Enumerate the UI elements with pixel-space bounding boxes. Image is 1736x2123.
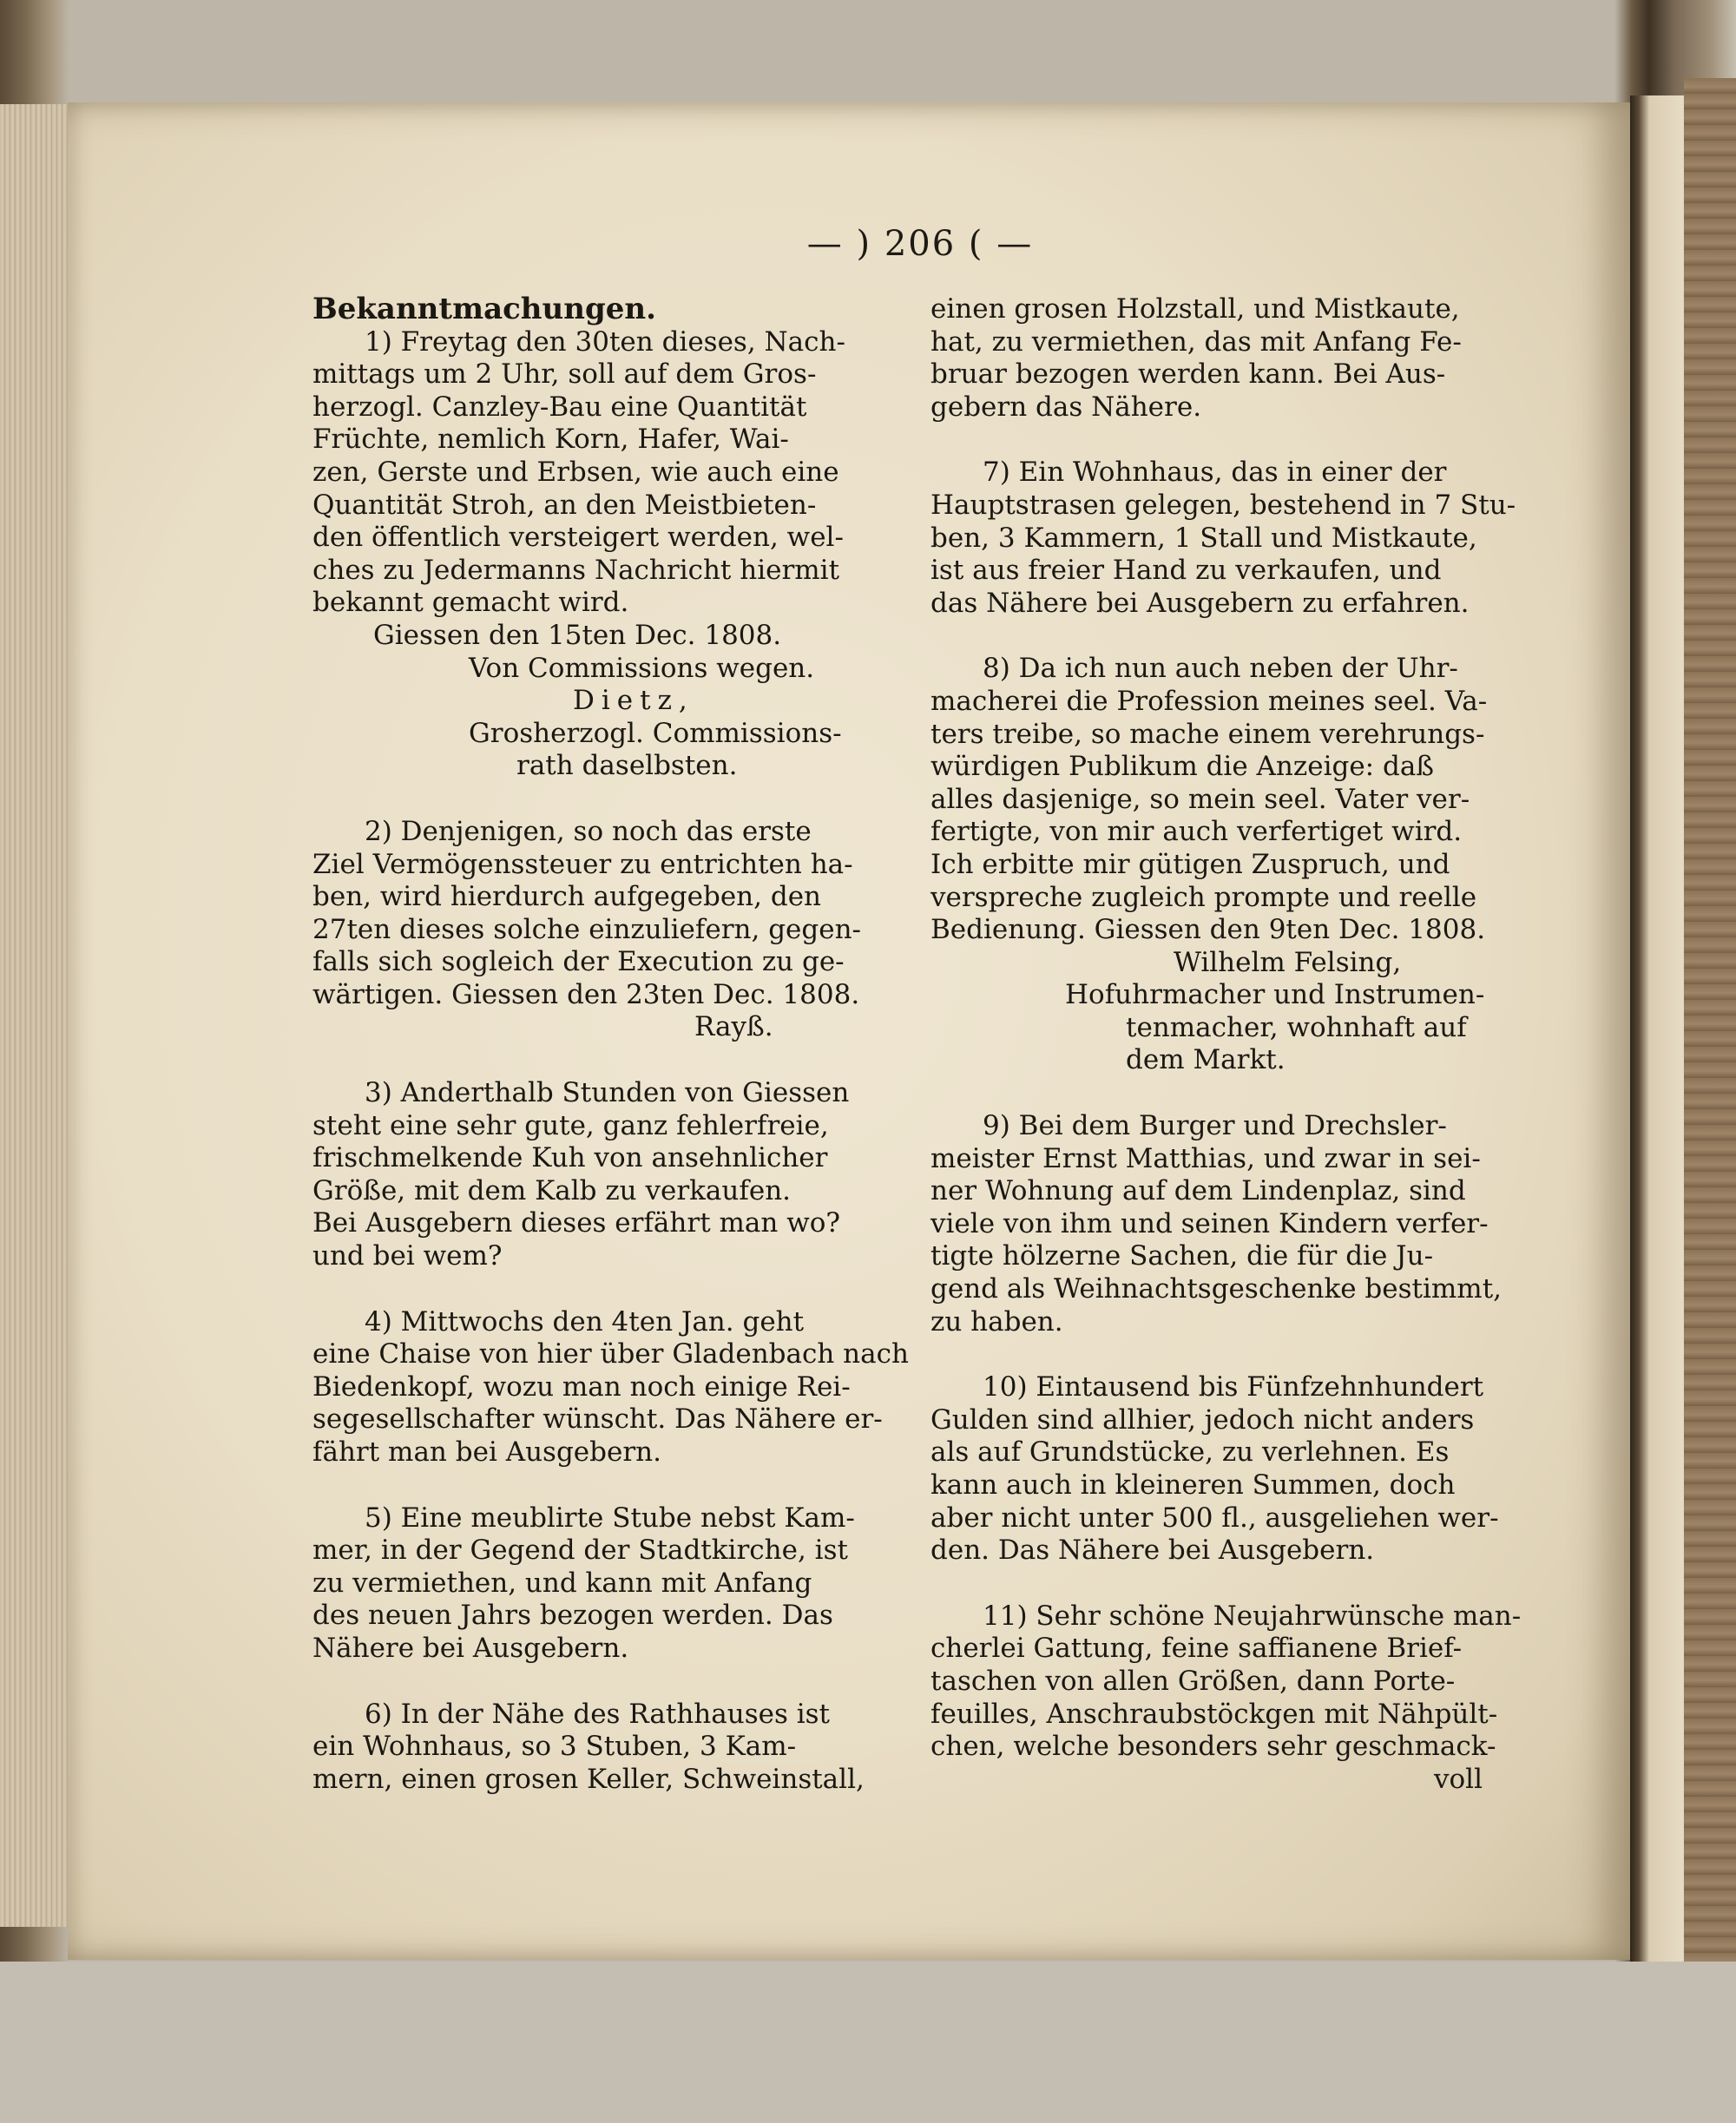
- text-line: als auf Grundstücke, zu verlehnen. Es: [930, 1436, 1450, 1469]
- text-line: zu vermiethen, und kann mit Anfang: [312, 1567, 812, 1599]
- notice-2: [312, 816, 894, 1044]
- text-line: einen grosen Holzstall, und Mistkaute,: [930, 293, 1460, 325]
- text-line: bruar bezogen werden kann. Bei Aus-: [930, 358, 1446, 391]
- notice-6: [312, 1699, 894, 1797]
- text-line: wärtigen. Giessen den 23ten Dec. 1808.: [312, 978, 860, 1010]
- text-line: Nähere bei Ausgebern.: [312, 1632, 629, 1664]
- notice-10: [930, 1371, 1503, 1568]
- text-line: cherlei Gattung, feine saffianene Brief-: [930, 1633, 1463, 1665]
- text-line: 7) Ein Wohnhaus, das in einer der: [983, 457, 1447, 489]
- text-line: chen, welche besonders sehr geschmack-: [930, 1731, 1496, 1763]
- text-line: segesellschafter wünscht. Das Nähere er-: [312, 1403, 883, 1436]
- text-line: würdigen Publikum die Anzeige: daß: [930, 751, 1435, 783]
- right-column: [930, 293, 1522, 1796]
- text-line: zen, Gerste und Erbsen, wie auch eine: [312, 456, 839, 488]
- signature-name: Wilhelm Felsing,: [1174, 946, 1402, 978]
- text-line: taschen von allen Größen, dann Porte-: [930, 1665, 1456, 1697]
- text-line: ist aus freier Hand zu verkaufen, und: [930, 555, 1442, 587]
- text-line: Früchte, nemlich Korn, Hafer, Wai-: [312, 424, 789, 456]
- text-line: Größe, mit dem Kalb zu verkaufen.: [312, 1174, 792, 1206]
- signature-title: Hofuhrmacher und Instrumen-: [1065, 979, 1485, 1011]
- text-line: verspreche zugleich prompte und reelle: [930, 881, 1477, 913]
- notice-11: [930, 1600, 1522, 1797]
- notice-5: [312, 1502, 894, 1666]
- left-page-stack: [0, 104, 69, 1927]
- text-line: fertigte, von mir auch verfertiget wird.: [930, 816, 1463, 848]
- text-line: kann auch in kleineren Summen, doch: [930, 1469, 1456, 1501]
- text-line: 4) Mittwochs den 4ten Jan. geht: [365, 1305, 805, 1338]
- text-line: 5) Eine meublirte Stube nebst Kam-: [365, 1502, 855, 1534]
- text-line: steht eine sehr gute, ganz fehlerfreie,: [312, 1109, 829, 1141]
- text-line: eine Chaise von hier über Gladenbach nach: [312, 1338, 909, 1370]
- text-line: Ich erbitte mir gütigen Zuspruch, und: [930, 848, 1450, 880]
- text-line: fährt man bei Ausgebern.: [312, 1436, 661, 1468]
- text-line: hat, zu vermiethen, das mit Anfang Fe-: [930, 325, 1462, 358]
- notice-1: [312, 326, 894, 783]
- text-line: ein Wohnhaus, so 3 Stuben, 3 Kam-: [312, 1731, 797, 1763]
- text-line: bekannt gemacht wird.: [312, 587, 629, 619]
- notice-3: [312, 1077, 894, 1273]
- signature-title: tenmacher, wohnhaft auf: [1126, 1011, 1467, 1043]
- text-line: Biedenkopf, wozu man noch einige Rei-: [312, 1370, 851, 1403]
- signature-name: Rayß.: [694, 1011, 773, 1043]
- text-line: Bedienung. Giessen den 9ten Dec. 1808.: [930, 914, 1486, 946]
- text-line: herzogl. Canzley-Bau eine Quantität: [312, 391, 807, 423]
- text-line: Bei Ausgebern dieses erfährt man wo?: [312, 1207, 841, 1239]
- text-line: frischmelkende Kuh von ansehnlicher: [312, 1142, 828, 1174]
- text-line: 3) Anderthalb Stunden von Giessen: [365, 1077, 850, 1109]
- text-line: und bei wem?: [312, 1240, 503, 1272]
- signature-title: dem Markt.: [1126, 1044, 1286, 1076]
- left-column: [312, 292, 909, 1796]
- signature-authority: Von Commissions wegen.: [469, 652, 815, 684]
- text-line: aber nicht unter 500 fl., ausgeliehen wer-: [930, 1502, 1499, 1534]
- text-line: ner Wohnung auf dem Lindenplaz, sind: [930, 1175, 1466, 1207]
- text-line: ben, wird hierdurch aufgegeben, den: [312, 881, 822, 913]
- text-line: 9) Bei dem Burger und Drechsler-: [983, 1110, 1447, 1142]
- text-line: mer, in der Gegend der Stadtkirche, ist: [312, 1535, 848, 1567]
- signature-title: rath daselbsten.: [516, 750, 738, 782]
- text-line: das Nähere bei Ausgebern zu erfahren.: [930, 587, 1470, 619]
- text-line: gend als Weihnachtsgeschenke bestimmt,: [930, 1273, 1503, 1305]
- text-line: des neuen Jahrs bezogen werden. Das: [312, 1600, 833, 1632]
- text-line: meister Ernst Matthias, und zwar in sei-: [930, 1142, 1481, 1174]
- book-cover-edge: [1684, 78, 1736, 2005]
- text-line: mern, einen grosen Keller, Schweinstall,: [312, 1763, 865, 1795]
- text-line: den öffentlich versteigert werden, wel-: [312, 522, 844, 554]
- text-line: falls sich sogleich der Execution zu ge-: [312, 946, 845, 978]
- dateline: Giessen den 15ten Dec. 1808.: [373, 619, 782, 651]
- text-line: Quantität Stroh, an den Meistbieten-: [312, 489, 817, 521]
- notice-8: [930, 653, 1503, 1077]
- scan-background: [0, 1962, 1736, 2123]
- signature-title: Grosherzogl. Commissions-: [469, 717, 842, 749]
- text-line: ters treibe, so mache einem verehrungs-: [930, 718, 1485, 750]
- text-line: gebern das Nähere.: [930, 391, 1202, 423]
- text-line: 10) Eintausend bis Fünfzehnhundert: [983, 1371, 1484, 1403]
- notice-7: [930, 457, 1516, 620]
- text-line: viele von ihm und seinen Kindern verfer-: [930, 1207, 1489, 1239]
- text-line: alles dasjenige, so mein seel. Vater ver-: [930, 783, 1470, 815]
- catchword: voll: [1434, 1763, 1483, 1795]
- text-line: Ziel Vermögenssteuer zu entrichten ha-: [312, 848, 853, 880]
- notice-9: [930, 1110, 1503, 1338]
- text-line: 8) Da ich nun auch neben der Uhr-: [983, 653, 1458, 685]
- text-line: 6) In der Nähe des Rathhauses ist: [365, 1698, 830, 1730]
- text-line: ches zu Jedermanns Nachricht hiermit: [312, 554, 840, 586]
- text-line: zu haben.: [930, 1305, 1063, 1338]
- notice-4: [312, 1305, 909, 1469]
- section-heading: Bekanntmachungen.: [312, 292, 656, 326]
- text-line: feuilles, Anschraubstöckgen mit Nähpült-: [930, 1698, 1498, 1730]
- text-line: Hauptstrasen gelegen, bestehend in 7 Stu-: [930, 489, 1516, 521]
- text-line: mittags um 2 Uhr, soll auf dem Gros-: [312, 358, 817, 391]
- notice-6-continued: [930, 293, 1503, 424]
- text-line: den. Das Nähere bei Ausgebern.: [930, 1535, 1375, 1567]
- text-line: macherei die Profession meines seel. Va-: [930, 685, 1488, 717]
- text-line: 27ten dieses solche einzuliefern, gegen-: [312, 913, 862, 945]
- text-line: 11) Sehr schöne Neujahrwünsche man-: [983, 1600, 1522, 1632]
- text-line: 1) Freytag den 30ten dieses, Nach-: [365, 325, 845, 358]
- text-line: Gulden sind allhier, jedoch nicht anders: [930, 1403, 1475, 1436]
- text-line: 2) Denjenigen, so noch das erste: [365, 815, 812, 847]
- text-line: tigte hölzerne Sachen, die für die Ju-: [930, 1240, 1434, 1272]
- page-number-header: — ) 206 ( —: [806, 224, 1034, 264]
- text-line: ben, 3 Kammern, 1 Stall und Mistkaute,: [930, 522, 1477, 554]
- signature-name: Dietz,: [573, 685, 694, 717]
